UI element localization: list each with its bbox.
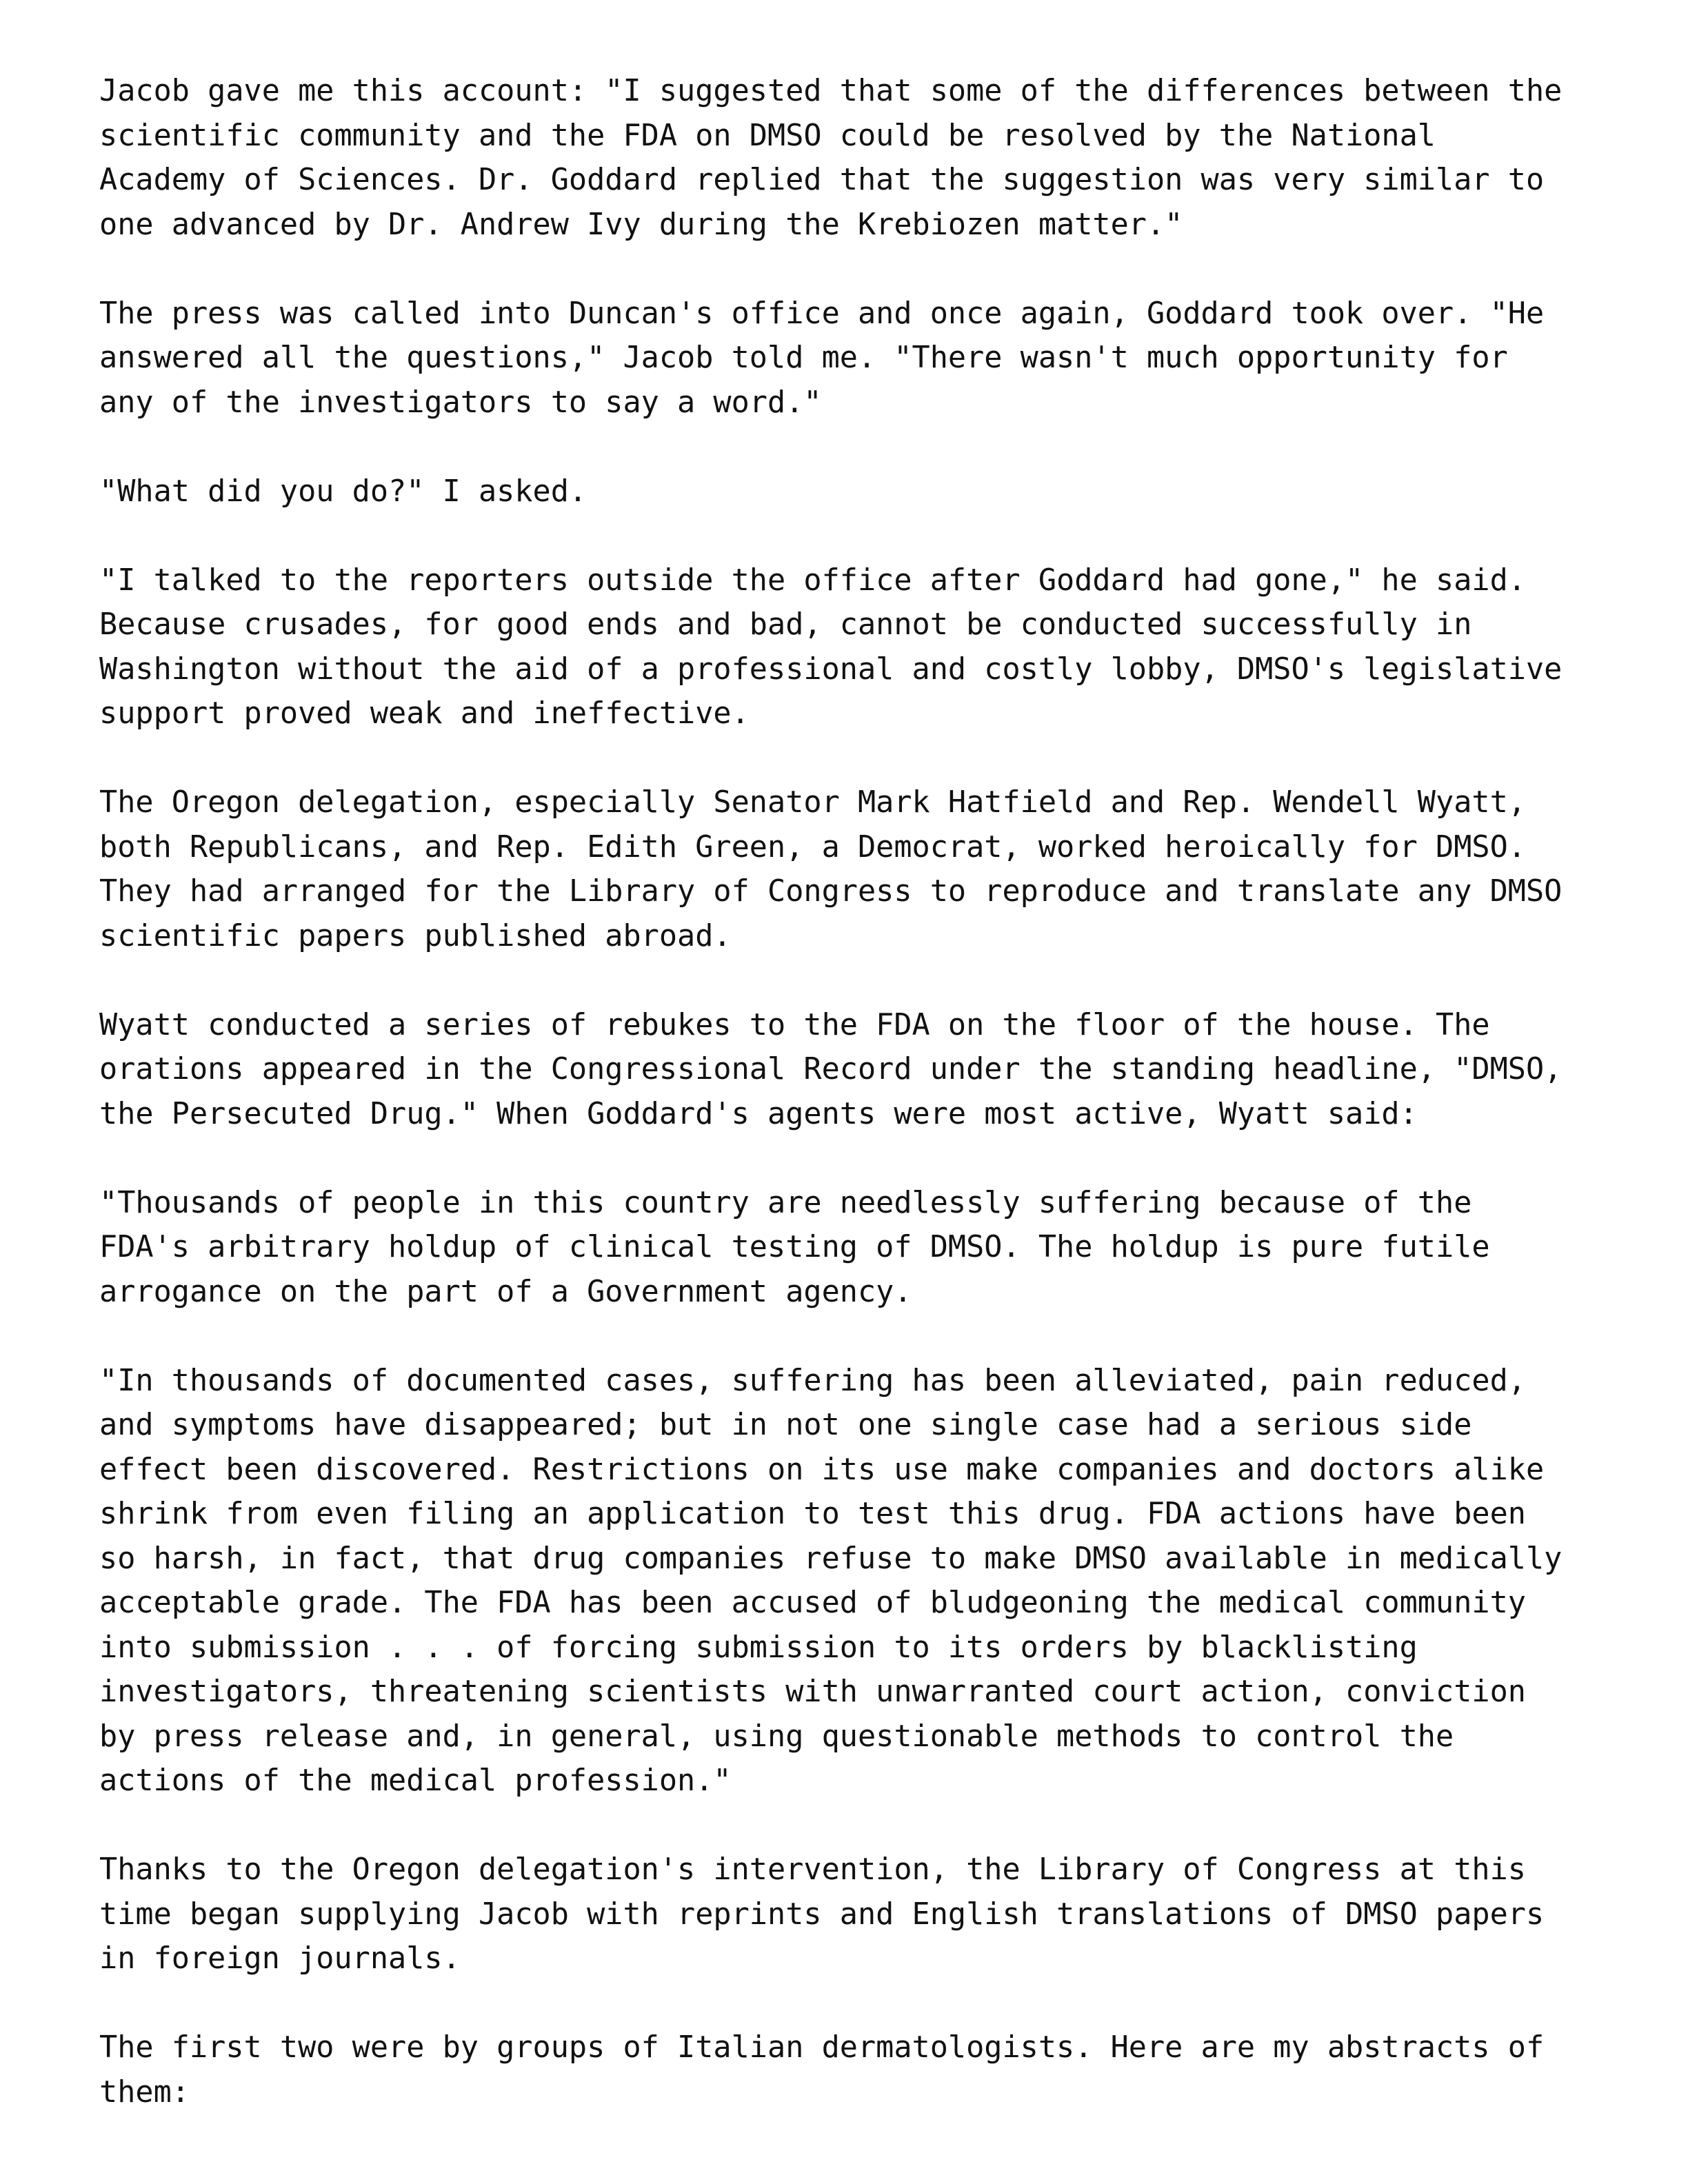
paragraph-italian-dermatologists: The first two were by groups of Italian dermatologists. Here are my abstracts of them: bbox=[99, 2030, 1545, 2110]
paragraph-jacob-account: Jacob gave me this account: "I suggested that some of the differences between the scientific community and the FDA on DMSO could be resolved by the National Academy of Sciences. Dr. Goddard replied that the suggestion was very similar to one advanced by Dr. Andrew Ivy during the Krebiozen matter." bbox=[99, 74, 1563, 242]
paragraph-oregon-delegation: The Oregon delegation, especially Senator Mark Hatfield and Rep. Wendell Wyatt, both Republicans, and Rep. Edith Green, a Democrat, worked heroically for DMSO. They had arranged for the Library of Congress to reproduce and translate any DMSO scientific papers published abroad. bbox=[99, 785, 1563, 953]
paragraph-library-of-congress: Thanks to the Oregon delegation's intervention, the Library of Congress at this time began supplying Jacob with reprints and English translations of DMSO papers in foreign journals. bbox=[99, 1852, 1545, 1976]
document-page bbox=[99, 69, 1602, 2159]
paragraph-question: "What did you do?" I asked. bbox=[99, 474, 587, 509]
paragraph-wyatt-quote-1: "Thousands of people in this country are needlessly suffering because of the FDA's arbitrary holdup of clinical testing of DMSO. The holdup is pure futile arrogance on the part of a Government agency. bbox=[99, 1185, 1490, 1309]
paragraph-press-conference: The press was called into Duncan's office and once again, Goddard took over. "He answered all the questions," Jacob told me. "There wasn't much opportunity for any of the investigators to say a word." bbox=[99, 296, 1545, 420]
paragraph-wyatt-rebukes: Wyatt conducted a series of rebukes to the FDA on the floor of the house. The orations appeared in the Congressional Record under the standing headline, "DMSO, the Persecuted Drug." When Goddard's agents were most active, Wyatt said: bbox=[99, 1007, 1563, 1131]
paragraph-reporters: "I talked to the reporters outside the office after Goddard had gone," he said. Because crusades, for good ends and bad, cannot be conducted successfully in Washington without the aid of a professional and costly lobby, DMSO's legislative support proved weak and ineffective. bbox=[99, 563, 1563, 731]
paragraph-wyatt-quote-2: "In thousands of documented cases, suffering has been alleviated, pain reduced, and symptoms have disappeared; but in not one single case had a serious side effect been discovered. Restrictions on its use make companies and doctors alike shrink from even filing an application to test this drug. FDA actions have been so harsh, in fact, that drug companies refuse to make DMSO available in medically acceptable grade. The FDA has been accused of bludgeoning the medical community into submission . . . of forcing submission to its orders by blacklisting investigators, threatening scientists with unwarranted court action, conviction by press release and, in general, using questionable methods to control the actions of the medical profession." bbox=[99, 1363, 1563, 1798]
